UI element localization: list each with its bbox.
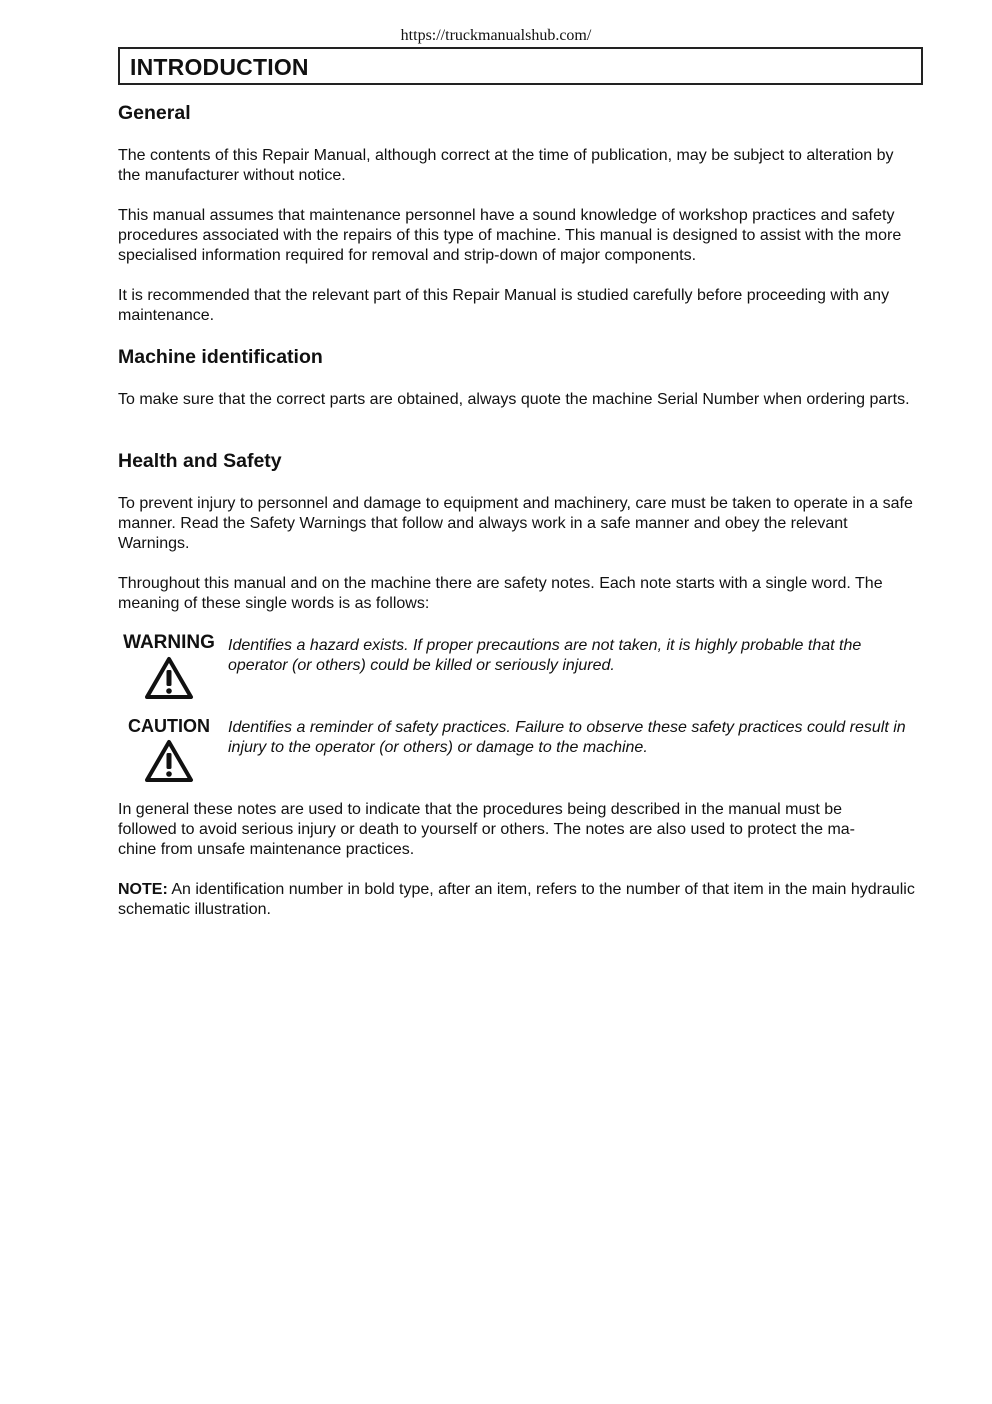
warning-text: Identifies a hazard exists. If proper precautions are not taken, it is highly probable that the operator (or others) could be killed or seriously injured. — [228, 637, 862, 674]
general-paragraph-1: The contents of this Repair Manual, although correct at the time of publication, may be subject to alteration by the manufacturer without notice. — [118, 147, 894, 184]
caution-text: Identifies a reminder of safety practices. Failure to observe these safety practices could result in injury to the operator (or others) or damage to the machine. — [228, 719, 906, 756]
note-text: An identification number in bold type, after an item, refers to the number of that item in the main hydraulic schematic illustration. — [118, 881, 915, 918]
caution-triangle-icon — [144, 739, 194, 783]
general-paragraph-2: This manual assumes that maintenance personnel have a sound knowledge of workshop practices and safety procedures associated with the repairs of this type of machine. This manual is designed to assist with the more specialised information required for removal and strip-down of major components. — [118, 207, 902, 264]
note-paragraph — [118, 880, 918, 920]
warning-label: WARNING — [123, 632, 215, 653]
warning-note — [118, 632, 920, 702]
note-label: NOTE: — [118, 881, 168, 898]
page-title: INTRODUCTION — [130, 54, 309, 80]
heading-machine-identification: Machine identification — [118, 346, 323, 368]
closing-line-2: followed to avoid serious injury or death to yourself or others. The notes are also used to protect the ma- — [118, 821, 855, 838]
section-health-and-safety — [118, 449, 918, 473]
heading-general: General — [118, 102, 191, 124]
heading-health-and-safety: Health and Safety — [118, 450, 282, 472]
machine-id-paragraph: To make sure that the correct parts are obtained, always quote the machine Serial Number when ordering parts. — [118, 391, 910, 408]
health-safety-paragraph-2: Throughout this manual and on the machine there are safety notes. Each note starts with a single word. The meaning of these single words is as follows: — [118, 575, 883, 612]
general-paragraph-3: It is recommended that the relevant part of this Repair Manual is studied carefully before proceeding with any maintenance. — [118, 287, 890, 324]
caution-label: CAUTION — [128, 716, 210, 736]
health-safety-paragraph-1: To prevent injury to personnel and damage to equipment and machinery, care must be taken to operate in a safe manner. Read the Safety Warnings that follow and always work in a safe manner and obey the relevant Warnings. — [118, 495, 913, 552]
source-url[interactable]: https://truckmanualshub.com/ — [400, 27, 592, 44]
section-general — [118, 101, 918, 125]
warning-triangle-icon — [144, 656, 194, 700]
caution-note — [118, 714, 920, 784]
page-title-box — [118, 47, 923, 85]
closing-line-1: In general these notes are used to indicate that the procedures being described in the manual must be — [118, 801, 843, 818]
closing-line-3: chine from unsafe maintenance practices. — [118, 841, 415, 858]
section-machine-identification — [118, 345, 918, 369]
closing-paragraph — [118, 800, 918, 860]
